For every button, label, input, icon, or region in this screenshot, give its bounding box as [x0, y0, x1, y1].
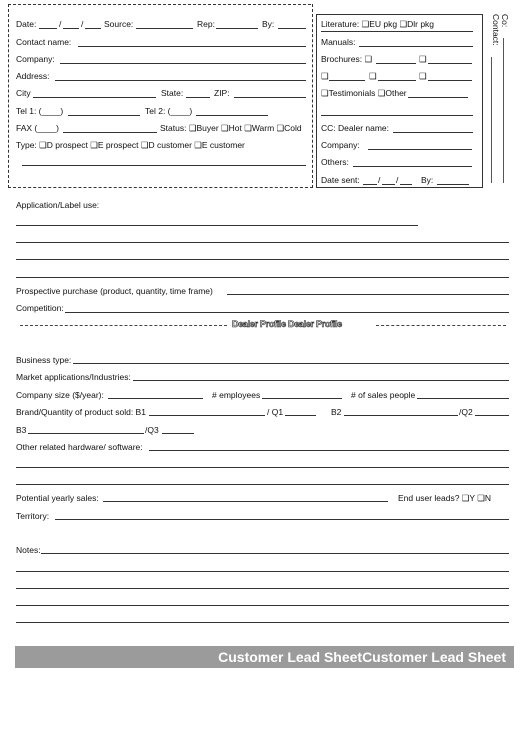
- competition-label: Competition:: [16, 303, 64, 313]
- territory-field[interactable]: [55, 519, 509, 520]
- q3-label: /Q3: [145, 425, 159, 435]
- dealer-divider-right: [376, 325, 506, 326]
- zip-label: ZIP:: [214, 88, 230, 98]
- brochure-3-box[interactable]: ❑: [321, 71, 329, 81]
- other-hw-line-2[interactable]: [16, 467, 509, 468]
- potential-sales-label: Potential yearly sales:: [16, 493, 99, 503]
- fax-field[interactable]: [63, 132, 157, 133]
- other-hw-line-3[interactable]: [16, 484, 509, 485]
- brochure-1-field[interactable]: [376, 63, 416, 64]
- date-sent-label: Date sent:: [321, 175, 360, 185]
- brochures-label: Brochures: ❑: [321, 54, 373, 64]
- employees-field[interactable]: [262, 398, 342, 399]
- other-field[interactable]: [408, 97, 468, 98]
- cc-company-field[interactable]: [368, 149, 472, 150]
- brochure-5-box[interactable]: ❑: [419, 71, 427, 81]
- company-field[interactable]: [60, 63, 306, 64]
- q2-label: /Q2: [459, 407, 473, 417]
- address-field[interactable]: [55, 80, 306, 81]
- tel2-field[interactable]: [196, 115, 268, 116]
- date-sep-2: /: [81, 19, 84, 29]
- q1-label: / Q1: [267, 407, 284, 417]
- tel1-label: Tel 1: (____): [16, 106, 64, 116]
- notes-label: Notes:: [16, 545, 41, 555]
- b3-field[interactable]: [28, 433, 144, 434]
- notes-field[interactable]: [41, 553, 509, 554]
- zip-field[interactable]: [234, 97, 306, 98]
- source-label: Source:: [104, 19, 134, 29]
- date-sent-sep-1: /: [378, 175, 381, 185]
- address-label: Address:: [16, 71, 50, 81]
- fax-label: FAX (____): [16, 123, 59, 133]
- date-label: Date:: [16, 19, 37, 29]
- date-sent-sep-2: /: [396, 175, 399, 185]
- date-sent-day-field[interactable]: [382, 184, 395, 185]
- side-contact-line[interactable]: [491, 57, 492, 183]
- application-label: Application/Label use:: [16, 200, 100, 210]
- date-year-field[interactable]: [85, 28, 101, 29]
- business-type-field[interactable]: [73, 363, 509, 364]
- notes-line-5[interactable]: [16, 622, 509, 623]
- employees-label: # employees: [212, 390, 261, 400]
- literature-field[interactable]: [321, 31, 473, 32]
- state-field[interactable]: [186, 97, 210, 98]
- by-label: By:: [262, 19, 275, 29]
- source-field[interactable]: [136, 28, 193, 29]
- company-size-field[interactable]: [108, 398, 203, 399]
- q2-field[interactable]: [475, 415, 509, 416]
- brochure-4-box[interactable]: ❑: [369, 71, 377, 81]
- company-size-label: Company size ($/year):: [16, 390, 104, 400]
- date-month-field[interactable]: [39, 28, 57, 29]
- type-checkboxes[interactable]: Type: ❑D prospect ❑E prospect ❑D customer ❑E customer: [16, 140, 245, 150]
- city-field[interactable]: [33, 97, 156, 98]
- cc-dealer-field[interactable]: [393, 132, 473, 133]
- end-user-leads-checkboxes[interactable]: End user leads? ❑Y ❑N: [398, 493, 492, 503]
- brochure-5-field[interactable]: [428, 80, 472, 81]
- q1-field[interactable]: [285, 415, 316, 416]
- business-type-label: Business type:: [16, 355, 72, 365]
- prospective-label: Prospective purchase (product, quantity, time frame): [16, 286, 213, 296]
- territory-label: Territory:: [16, 511, 50, 521]
- literature-checkboxes[interactable]: Literature: ❑EU pkg ❑Dlr pkg: [321, 19, 435, 29]
- type-notes-field[interactable]: [22, 165, 306, 166]
- sales-people-label: # of sales people: [351, 390, 416, 400]
- b1-field[interactable]: [149, 415, 265, 416]
- sales-people-field[interactable]: [417, 398, 509, 399]
- market-apps-field[interactable]: [133, 380, 509, 381]
- prospective-field[interactable]: [227, 294, 509, 295]
- date-sep-1: /: [59, 19, 62, 29]
- application-line-1[interactable]: [16, 225, 418, 226]
- market-apps-label: Market applications/Industries:: [16, 372, 131, 382]
- notes-line-2[interactable]: [16, 571, 509, 572]
- company-label: Company:: [16, 54, 55, 64]
- dealer-divider-left: [20, 325, 227, 326]
- side-co-line[interactable]: [503, 38, 504, 183]
- header-left-box-top: [8, 4, 311, 5]
- application-line-2[interactable]: [16, 242, 509, 243]
- rep-label: Rep:: [197, 19, 215, 29]
- tel2-label: Tel 2: (____): [145, 106, 193, 116]
- q3-field[interactable]: [162, 433, 194, 434]
- cc-company-label: Company:: [321, 140, 360, 150]
- city-label: City: [16, 88, 31, 98]
- competition-field[interactable]: [65, 312, 509, 313]
- by-field[interactable]: [278, 28, 306, 29]
- others-label: Others:: [321, 157, 349, 167]
- potential-sales-field[interactable]: [103, 501, 388, 502]
- manuals-field[interactable]: [359, 46, 473, 47]
- b3-label: B3: [16, 425, 27, 435]
- b2-field[interactable]: [344, 415, 458, 416]
- state-label: State:: [161, 88, 184, 98]
- brochure-3-field[interactable]: [329, 80, 365, 81]
- date-day-field[interactable]: [63, 28, 79, 29]
- others-field[interactable]: [353, 166, 472, 167]
- side-co-label: Co:: [500, 14, 510, 28]
- right-blank-field[interactable]: [321, 115, 473, 116]
- manuals-label: Manuals:: [321, 37, 356, 47]
- date-sent-by-field[interactable]: [437, 184, 469, 185]
- application-line-3[interactable]: [16, 259, 509, 260]
- b2-label: B2: [331, 407, 342, 417]
- notes-line-4[interactable]: [16, 605, 509, 606]
- date-sent-year-field[interactable]: [400, 184, 412, 185]
- brochure-4-field[interactable]: [378, 80, 416, 81]
- contact-name-field[interactable]: [78, 46, 306, 47]
- contact-name-label: Contact name:: [16, 37, 72, 47]
- cc-dealer-label: CC: Dealer name:: [321, 123, 390, 133]
- other-hw-field[interactable]: [149, 450, 509, 451]
- application-line-4[interactable]: [16, 277, 509, 278]
- title-banner: [15, 646, 514, 668]
- side-contact-label: Contact:: [491, 14, 501, 46]
- date-sent-month-field[interactable]: [363, 184, 377, 185]
- tel1-field[interactable]: [68, 115, 140, 116]
- date-sent-by-label: By:: [421, 175, 434, 185]
- brochure-2-field[interactable]: [428, 63, 472, 64]
- other-hw-label: Other related hardware/ software:: [16, 442, 143, 452]
- banner-title: Customer Lead SheetCustomer Lead Sheet: [218, 649, 506, 665]
- rep-field[interactable]: [216, 28, 258, 29]
- brand-qty-label: Brand/Quantity of product sold: B1: [16, 407, 146, 417]
- brochure-2-box[interactable]: ❑: [419, 54, 427, 64]
- status-checkboxes[interactable]: Status: ❑Buyer ❑Hot ❑Warm ❑Cold: [160, 123, 302, 133]
- notes-line-3[interactable]: [16, 588, 509, 589]
- testimonials-checkboxes[interactable]: ❑Testimonials ❑Other: [321, 88, 407, 98]
- dealer-profile-title: Dealer Profile Dealer Profile: [232, 319, 342, 329]
